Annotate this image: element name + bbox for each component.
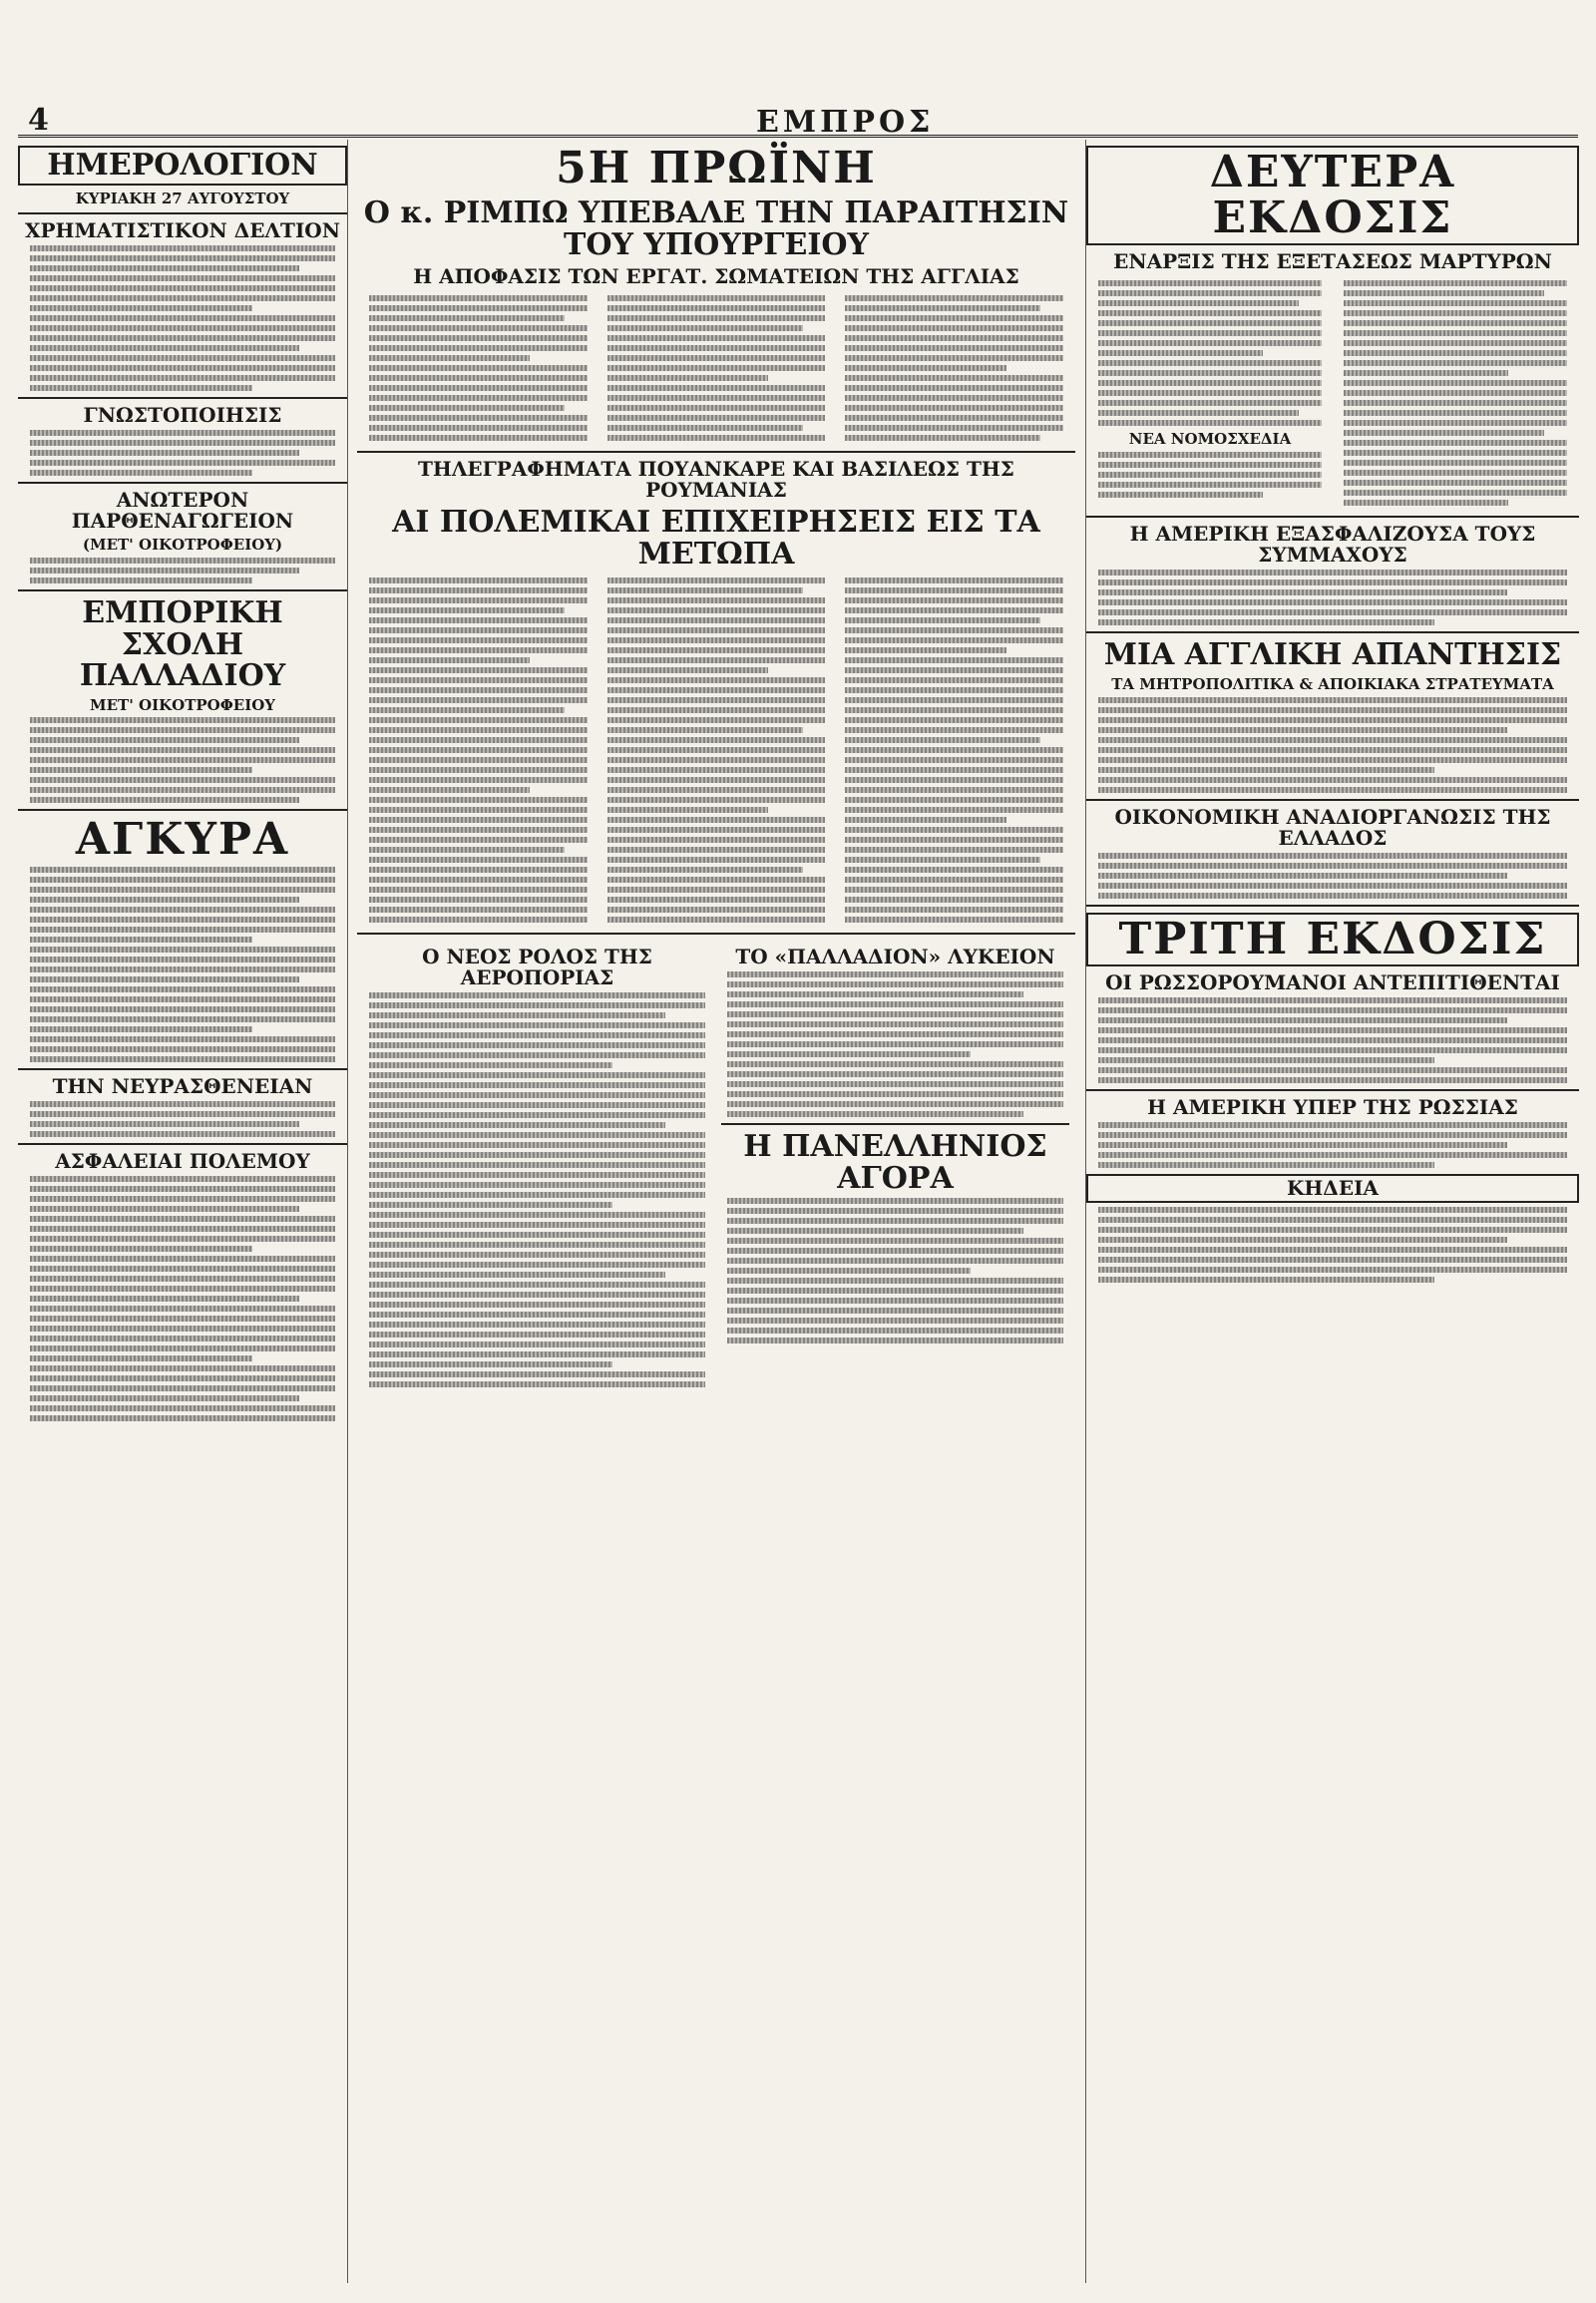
america-russia-text [1092, 1122, 1573, 1168]
ops-headline: ΑΙ ΠΟΛΕΜΙΚΑΙ ΕΠΙΧΕΙΡΗΣΕΙΣ ΕΙΣ ΤΑ ΜΕΤΩΠΑ [392, 505, 1040, 572]
edition3: ΤΡΙΤΗ ΕΚΔΟΣΙΣ [1086, 913, 1579, 966]
funeral-text [1092, 1207, 1573, 1283]
school-sub: (ΜΕΤ' ΟΙΚΟΤΡΟΦΕΙΟΥ) [82, 536, 283, 555]
insurance-title: ΑΣΦΑΛΕΙΑΙ ΠΟΛΕΜΟΥ [55, 1149, 310, 1174]
neuro-text [24, 1101, 341, 1137]
lyceum-headline: ΤΟ «ΠΑΛΛΑΔΙΟΝ» ΛΥΚΕΙΟΝ [735, 945, 1055, 969]
reply-sub: ΤΑ ΜΗΤΡΟΠΟΛΙΤΙΚΑ & ΑΠΟΙΚΙΑΚΑ ΣΤΡΑΤΕΥΜΑΤΑ [1111, 674, 1554, 693]
law-title: ΝΕΑ ΝΟΜΟΣΧΕΔΙΑ [1128, 430, 1292, 449]
center-column [357, 140, 1075, 2283]
school-title: ΑΝΩΤΕΡΟΝ ΠΑΡΘΕΝΑΓΩΓΕΙΟΝ [71, 488, 294, 534]
reply-text [1092, 697, 1573, 793]
hearing-story [1092, 276, 1573, 510]
edition3-text [1092, 997, 1573, 1083]
america-russia: Η ΑΜΕΡΙΚΗ ΥΠΕΡ ΤΗΣ ΡΩΣΣΙΑΣ [1147, 1094, 1518, 1119]
main-headline: Ο κ. ΡΙΜΠΩ ΥΠΕΒΑΛΕ ΤΗΝ ΠΑΡΑΙΤΗΣΙΝ ΤΟΥ ΥΠΟΥΡΓΕΙΟΥ [363, 195, 1069, 262]
ankyra-text [24, 867, 341, 1062]
commerce-sub: ΜΕΤ' ΟΙΚΟΤΡΟΦΕΙΟΥ [90, 695, 275, 714]
notices-text [24, 430, 341, 476]
neuro-title: ΤΗΝ ΝΕΥΡΑΣΘΕΝΕΙΑΝ [52, 1074, 313, 1099]
notices-title: ΓΝΩΣΤΟΠΟΙΗΣΙΣ [83, 403, 282, 428]
school-text [24, 558, 341, 583]
commerce-title: ΕΜΠΟΡΙΚΗ ΣΧΟΛΗ ΠΑΛΛΑΔΙΟΥ [79, 595, 286, 693]
agora-headline: Η ΠΑΝΕΛΛΗΝΙΟΣ ΑΓΟΡΑ [743, 1129, 1047, 1196]
right-column [1085, 140, 1579, 2283]
america-title: Η ΑΜΕΡΙΚΗ ΕΞΑΣΦΑΛΙΖΟΥΣΑ ΤΟΥΣ ΣΥΜΜΑΧΟΥΣ [1129, 522, 1536, 568]
center-edition: 5Η ΠΡΩΪΝΗ [556, 143, 877, 193]
ops-story [363, 574, 1069, 927]
aviation-headline: Ο ΝΕΟΣ ΡΟΛΟΣ ΤΗΣ ΑΕΡΟΠΟΡΙΑΣ [422, 945, 652, 990]
telegram-headline: ΤΗΛΕΓΡΑΦΗΜΑΤΑ ΠΟΥΑΝΚΑΡΕ ΚΑΙ ΒΑΣΙΛΕΩΣ ΤΗΣ ΡΟΥΜΑΝΙΑΣ [418, 457, 1014, 503]
hearing-title: ΕΝΑΡΞΙΣ ΤΗΣ ΕΞΕΤΑΣΕΩΣ ΜΑΡΤΥΡΩΝ [1113, 249, 1552, 274]
america-text [1092, 570, 1573, 625]
page-number: 4 [28, 103, 49, 138]
reply-title: ΜΙΑ ΑΓΓΛΙΚΗ ΑΠΑΝΤΗΣΙΣ [1103, 637, 1562, 673]
economy-title: ΟΙΚΟΝΟΜΙΚΗ ΑΝΑΔΙΟΡΓΑΝΩΣΙΣ ΤΗΣ ΕΛΛΑΔΟΣ [1114, 804, 1551, 850]
ankyra-title: ΑΓΚΥΡΑ [75, 814, 290, 866]
right-edition: ΔΕΥΤΕΡΑ ΕΚΔΟΣΙΣ [1086, 146, 1579, 245]
market-text [24, 245, 341, 391]
masthead [18, 105, 1578, 138]
funeral-title: ΚΗΔΕΙΑ [1086, 1174, 1579, 1203]
main-story [363, 291, 1069, 445]
market-title: ΧΡΗΜΑΤΙΣΤΙΚΟΝ ΔΕΛΤΙΟΝ [25, 218, 340, 243]
economy-text [1092, 853, 1573, 899]
calendar-title: ΗΜΕΡΟΛΟΓΙΟΝ [18, 146, 347, 186]
commerce-text [24, 717, 341, 803]
edition3-sub: ΟΙ ΡΩΣΣΟΡΟΥΜΑΝΟΙ ΑΝΤΕΠΙΤΙΘΕΝΤΑΙ [1105, 969, 1560, 994]
insurance-text [24, 1176, 341, 1421]
calendar-date: ΚΥΡΙΑΚΗ 27 ΑΥΓΟΥΣΤΟΥ [75, 189, 290, 207]
paper-name: ΕΜΠΡΟΣ [756, 105, 935, 140]
left-column [18, 140, 348, 2283]
main-sub: Η ΑΠΟΦΑΣΙΣ ΤΩΝ ΕΡΓΑΤ. ΣΩΜΑΤΕΙΩΝ ΤΗΣ ΑΓΓΛΙΑΣ [413, 264, 1019, 289]
lower-center [363, 941, 1069, 1391]
